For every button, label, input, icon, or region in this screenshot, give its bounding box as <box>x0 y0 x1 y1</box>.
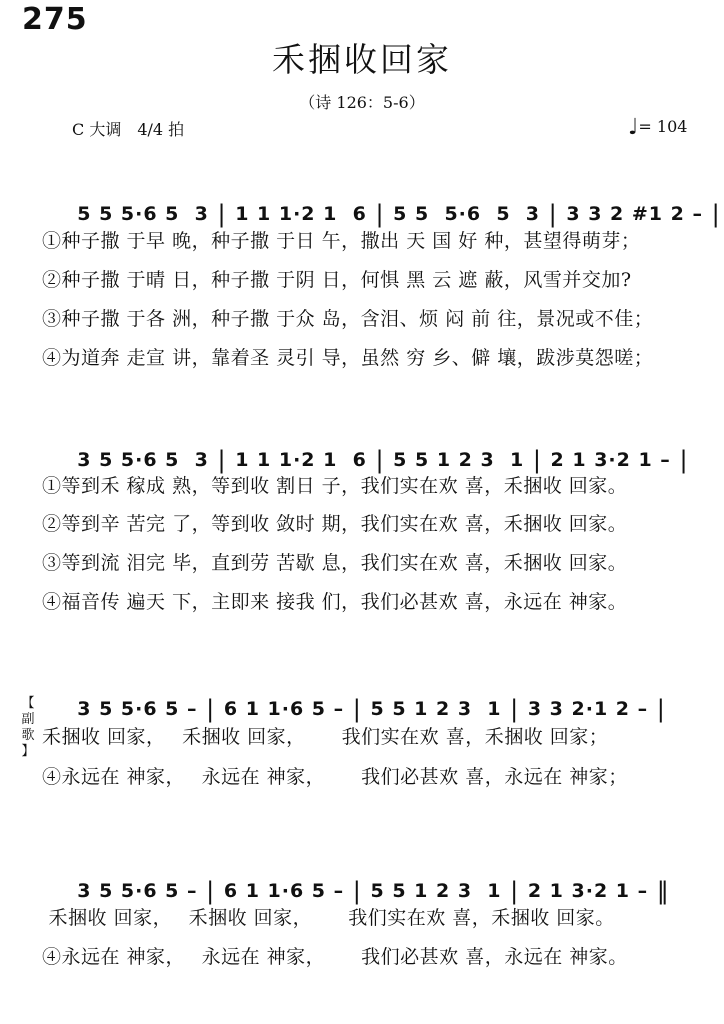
lyric-line: ④永远在 神家， 永远在 神家， 我们必甚欢 喜，永远在 神家； <box>42 766 628 788</box>
lyric-line: ④永远在 神家， 永远在 神家， 我们必甚欢 喜，永远在 神家。 <box>42 946 628 968</box>
measure: 6 1 1·6 5 – <box>223 698 345 720</box>
scripture-reference: （诗 126：5-6） <box>299 93 425 112</box>
barline: | <box>208 446 236 474</box>
measure: 3 5 5·6 5 3 <box>77 449 209 471</box>
measure: 3 5 5·6 5 – <box>77 880 198 902</box>
barline: | <box>501 695 528 723</box>
quarter-note-icon: ♩ <box>628 115 639 140</box>
measure: 2 1 3·2 1 – <box>550 449 671 471</box>
barline: | <box>366 446 394 474</box>
measure: 1 1 1·2 1 6 <box>235 203 367 225</box>
tempo-value: = 104 <box>638 117 688 136</box>
barline: | <box>648 695 666 723</box>
chorus-label-char: 副 <box>21 712 35 727</box>
barline: | <box>524 446 551 474</box>
measure: 5 5 1 2 3 1 <box>370 698 502 720</box>
notation-line <box>62 424 689 474</box>
measure: 5 5 5·6 5 3 <box>393 203 541 225</box>
measure: 2 1 3·2 1 – <box>527 880 649 902</box>
barline: | <box>208 200 236 228</box>
lyric-line: ④福音传 遍天 下，主即来 接我 们，我们必甚欢 喜，永远在 神家。 <box>42 591 628 613</box>
barline: | <box>344 877 371 905</box>
chorus-label-char: 【 <box>21 696 35 711</box>
key-signature: C 大调 4/4 拍 <box>72 120 185 139</box>
barline: | <box>197 877 224 905</box>
notation-line <box>62 855 670 905</box>
final-barline: ‖ <box>648 877 670 905</box>
hymn-title: 禾捆收回家 <box>272 40 452 79</box>
barline: | <box>702 200 721 228</box>
measure: 3 3 2 #1 2 – <box>566 203 703 225</box>
barline: | <box>670 446 689 474</box>
measure: 6 1 1·6 5 – <box>223 880 345 902</box>
chorus-label <box>18 696 38 760</box>
measure: 1 1 1·2 1 6 <box>235 449 367 471</box>
barline: | <box>501 877 528 905</box>
measure: 5 5 1 2 3 1 <box>370 880 502 902</box>
measure: 5 5 1 2 3 1 <box>393 449 525 471</box>
chorus-label-char: 歌 <box>21 728 35 743</box>
barline: | <box>197 695 224 723</box>
lyric-line: ④为道奔 走宣 讲，靠着圣 灵引 导，虽然 穷 乡、僻 壤，跋涉莫怨嗟； <box>42 347 654 369</box>
lyric-line: ②等到辛 苦完 了，等到收 敛时 期，我们实在欢 喜，禾捆收 回家。 <box>42 513 628 535</box>
notation-line <box>62 673 666 723</box>
lyric-line: ③等到流 泪完 毕，直到劳 苦歇 息，我们实在欢 喜，禾捆收 回家。 <box>42 552 628 574</box>
lyric-line: 禾捆收 回家， 禾捆收 回家， 我们实在欢 喜，禾捆收 回家； <box>42 726 609 748</box>
lyric-line: 禾捆收 回家， 禾捆收 回家， 我们实在欢 喜，禾捆收 回家。 <box>42 907 615 929</box>
barline: | <box>366 200 394 228</box>
measure: 5 5 5·6 5 3 <box>77 203 209 225</box>
lyric-line: ①种子撒 于早 晚，种子撒 于日 午，撒出 天 国 好 种，甚望得萌芽； <box>42 230 641 252</box>
lyric-line: ①等到禾 稼成 熟，等到收 割日 子，我们实在欢 喜，禾捆收 回家。 <box>42 475 628 497</box>
chorus-label-char: 】 <box>21 744 35 759</box>
barline: | <box>540 200 567 228</box>
hymn-number: 275 <box>22 2 88 37</box>
barline: | <box>344 695 371 723</box>
lyric-line: ②种子撒 于晴 日，种子撒 于阴 日，何惧 黑 云 遮 蔽，风雪并交加? <box>42 269 632 291</box>
lyric-line: ③种子撒 于各 洲，种子撒 于众 岛，含泪、烦 闷 前 往，景况或不佳； <box>42 308 654 330</box>
measure: 3 5 5·6 5 – <box>77 698 198 720</box>
measure: 3 3 2·1 2 – <box>527 698 649 720</box>
notation-line <box>62 178 721 228</box>
tempo-marking <box>628 115 688 140</box>
